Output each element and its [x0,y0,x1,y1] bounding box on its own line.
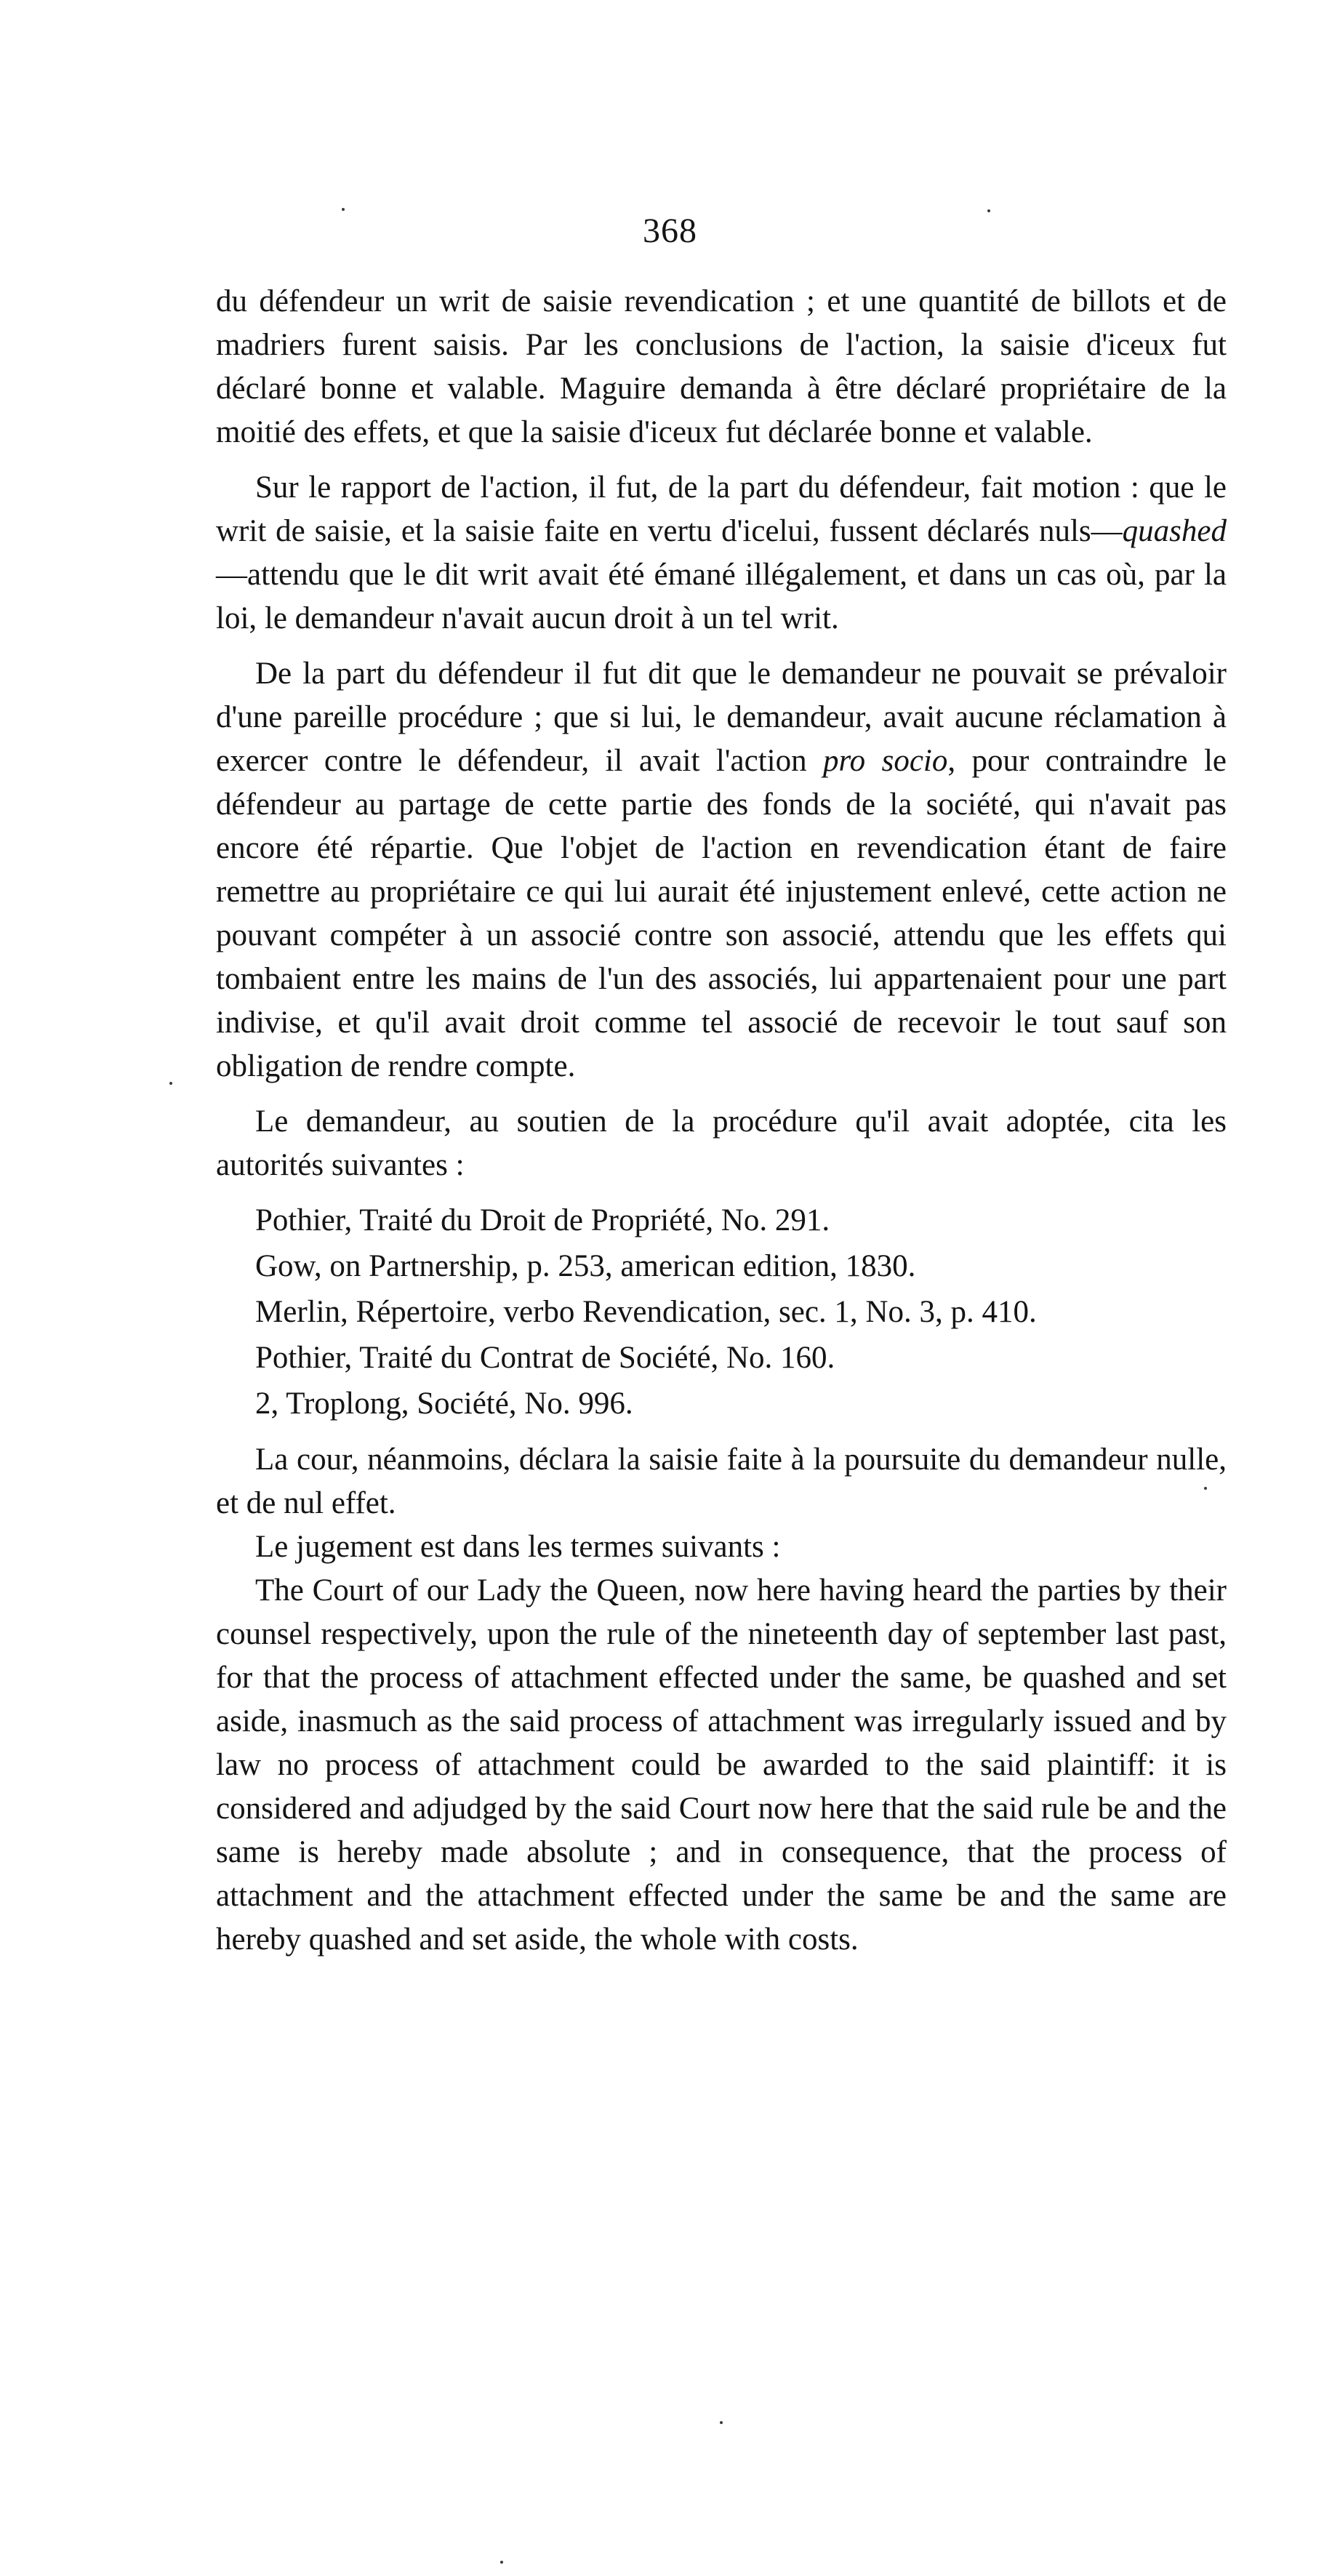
paragraph-motion [216,466,1227,641]
print-speck [342,208,345,211]
paragraph-seizure: du défendeur un writ de saisie revendication ; et une quantité de billots et de madriers furent saisis. Par les conclusions de l'action, la saisie d'iceux fut déclaré bonne et valable. Maguire demanda à être déclaré propriétaire de la moitié des effets, et que la saisie d'iceux fut déclarée bonne et valable. [216,284,1227,449]
paragraph-judgment-text: The Court of our Lady the Queen, now here having heard the parties by their counsel respectively, upon the rule of the nineteenth day of september last past, for that the process of attachment effected under the same, be quashed and set aside, inasmuch as the said process of attachment was irregularly issued and by law no process of attachment could be awarded to the said plaintiff: it is considered and adjudged by the said Court now here that the said rule be and the same is hereby made absolute ; and in consequence, that the process of attachment and the attachment effected under the same be and the same are hereby quashed and set aside, the whole with costs. [216,1573,1227,1957]
paragraph-motion-text-end: —attendu que le dit writ avait été émané illégalement, et dans un cas où, par la loi, le demandeur n'avait aucun droit à un tel writ. [216,558,1227,635]
paragraph-plaintiff-authorities: Le demandeur, au soutien de la procédure qu'il avait adoptée, cita les autorités suivantes : [216,1104,1227,1182]
citation-item: Pothier, Traité du Contrat de Société, No. 160. [255,1341,835,1375]
paragraph-defendant-italic: pro socio [823,744,948,778]
print-speck [169,1082,172,1085]
citation-item: 2, Troplong, Société, No. 996. [255,1387,633,1421]
citation-item: Merlin, Répertoire, verbo Revendication, sec. 1, No. 3, p. 410. [255,1295,1037,1329]
paragraph-court-decision: La cour, néanmoins, déclara la saisie faite à la poursuite du demandeur nulle, et de nul effet. [216,1443,1227,1520]
paragraph-defendant-argument [216,652,1227,1088]
citation-list [216,1197,1227,1427]
print-speck [1204,1487,1207,1490]
print-speck [500,2561,503,2564]
citation-item: Pothier, Traité du Droit de Propriété, No. 291. [255,1203,830,1237]
print-speck [720,2421,723,2424]
body-text [216,280,1227,1962]
paragraph-judgment-intro: Le jugement est dans les termes suivants : [255,1530,781,1564]
print-speck [987,209,990,212]
paragraph-defendant-text-end: , pour contraindre le défendeur au partage de cette partie des fonds de la société, qui n'avait pas encore été répartie. Que l'objet de l'action en revendication étant de faire remettre au propriétaire ce qui lui aurait été injustement enlevé, cette action ne pouvant compéter à un associé contre son associé, attendu que les effets qui tombaient entre les mains de l'un des associés, lui appartenaient pour une part indivise, et qu'il avait droit comme tel associé de recevoir le tout sauf son obligation de rendre compte. [216,744,1227,1083]
paragraph-motion-text-start: Sur le rapport de l'action, il fut, de la part du défendeur, fait motion : que le writ de saisie, et la saisie faite en vertu d'icelui, fussent déclarés nuls— [216,470,1227,548]
paragraph-motion-italic: quashed [1122,514,1227,548]
citation-item: Gow, on Partnership, p. 253, american edition, 1830. [255,1249,916,1283]
page-number: 368 [643,212,697,250]
paragraph-defendant-text-start: De la part du défendeur il fut dit que le demandeur ne pouvait se prévaloir d'une pareille procédure ; que si lui, le demandeur, avait aucune réclamation à exercer contre le défendeur, il avait l'action [216,657,1227,778]
